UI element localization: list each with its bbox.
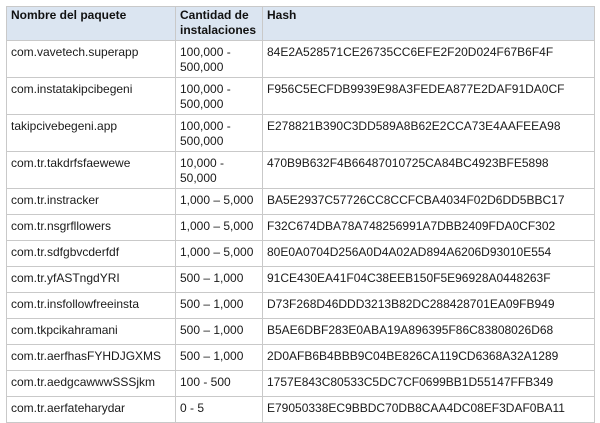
header-row xyxy=(7,7,595,41)
table-row xyxy=(7,152,595,189)
install-count-cell: 100,000 - 500,000 xyxy=(176,41,263,78)
hash-cell: 470B9B632F4B66487010725CA84BC4923BFE5898 xyxy=(263,152,595,189)
install-count-cell: 0 - 5 xyxy=(176,397,263,423)
table-header xyxy=(7,7,595,41)
table-row xyxy=(7,319,595,345)
install-count-cell: 1,000 – 5,000 xyxy=(176,241,263,267)
install-count-cell: 1,000 – 5,000 xyxy=(176,189,263,215)
hash-cell: 84E2A528571CE26735CC6EFE2F20D024F67B6F4F xyxy=(263,41,595,78)
table-body xyxy=(7,41,595,423)
install-count-cell: 500 – 1,000 xyxy=(176,293,263,319)
install-count-cell: 100 - 500 xyxy=(176,371,263,397)
install-count-cell: 500 – 1,000 xyxy=(176,345,263,371)
table-row xyxy=(7,267,595,293)
hash-cell: 1757E843C80533C5DC7CF0699BB1D55147FFB349 xyxy=(263,371,595,397)
table-row xyxy=(7,241,595,267)
hash-cell: E79050338EC9BBDC70DB8CAA4DC08EF3DAF0BA11 xyxy=(263,397,595,423)
table-row xyxy=(7,397,595,423)
table-row xyxy=(7,78,595,115)
hash-cell: 91CE430EA41F04C38EEB150F5E96928A0448263F xyxy=(263,267,595,293)
table-row xyxy=(7,41,595,78)
package-name-cell: com.tr.yfASTngdYRI xyxy=(7,267,176,293)
table-row xyxy=(7,215,595,241)
header-hash: Hash xyxy=(263,7,595,41)
package-name-cell: takipcivebegeni.app xyxy=(7,115,176,152)
install-count-cell: 100,000 - 500,000 xyxy=(176,115,263,152)
hash-cell: 80E0A0704D256A0D4A02AD894A6206D93010E554 xyxy=(263,241,595,267)
header-install-count: Cantidad de instalaciones xyxy=(176,7,263,41)
table-row xyxy=(7,189,595,215)
hash-cell: B5AE6DBF283E0ABA19A896395F86C83808026D68 xyxy=(263,319,595,345)
hash-cell: BA5E2937C57726CC8CCFCBA4034F02D6DD5BBC17 xyxy=(263,189,595,215)
header-package-name: Nombre del paquete xyxy=(7,7,176,41)
package-name-cell: com.tr.takdrfsfaewewe xyxy=(7,152,176,189)
package-table xyxy=(6,6,595,423)
package-table-container xyxy=(6,6,595,423)
package-name-cell: com.tr.aedgcawwwSSSjkm xyxy=(7,371,176,397)
table-row xyxy=(7,371,595,397)
table-row xyxy=(7,345,595,371)
hash-cell: 2D0AFB6B4BBB9C04BE826CA119CD6368A32A1289 xyxy=(263,345,595,371)
package-name-cell: com.tr.sdfgbvcderfdf xyxy=(7,241,176,267)
install-count-cell: 1,000 – 5,000 xyxy=(176,215,263,241)
install-count-cell: 500 – 1,000 xyxy=(176,267,263,293)
hash-cell: E278821B390C3DD589A8B62E2CCA73E4AAFEEA98 xyxy=(263,115,595,152)
package-name-cell: com.tr.nsgrfllowers xyxy=(7,215,176,241)
hash-cell: F956C5ECFDB9939E98A3FEDEA877E2DAF91DA0CF xyxy=(263,78,595,115)
install-count-cell: 500 – 1,000 xyxy=(176,319,263,345)
package-name-cell: com.tr.instracker xyxy=(7,189,176,215)
hash-cell: F32C674DBA78A748256991A7DBB2409FDA0CF302 xyxy=(263,215,595,241)
table-row xyxy=(7,293,595,319)
install-count-cell: 100,000 - 500,000 xyxy=(176,78,263,115)
table-row xyxy=(7,115,595,152)
package-name-cell: com.instatakipcibegeni xyxy=(7,78,176,115)
package-name-cell: com.tr.aerfhasFYHDJGXMS xyxy=(7,345,176,371)
install-count-cell: 10,000 - 50,000 xyxy=(176,152,263,189)
package-name-cell: com.tr.aerfateharydar xyxy=(7,397,176,423)
package-name-cell: com.tkpcikahramani xyxy=(7,319,176,345)
hash-cell: D73F268D46DDD3213B82DC288428701EA09FB949 xyxy=(263,293,595,319)
package-name-cell: com.tr.insfollowfreeinsta xyxy=(7,293,176,319)
package-name-cell: com.vavetech.superapp xyxy=(7,41,176,78)
